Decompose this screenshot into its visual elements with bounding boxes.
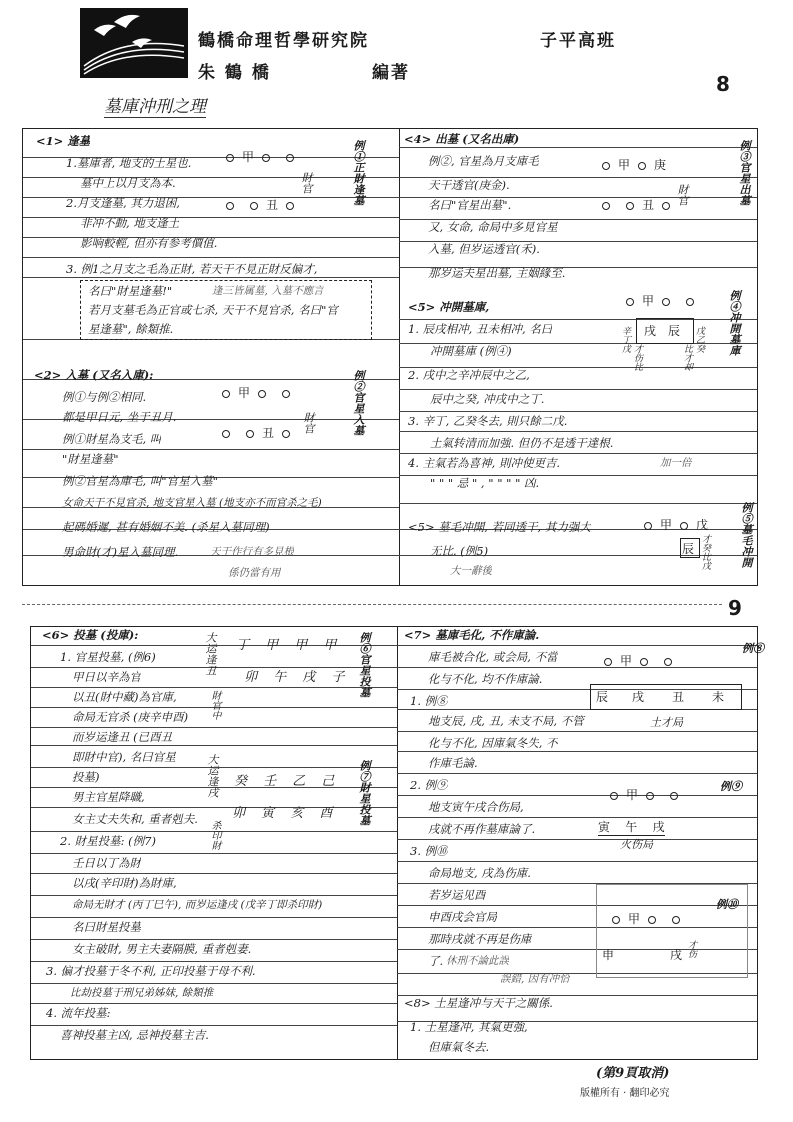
example4-branch2: 辰 xyxy=(668,324,681,338)
p8-s2-head: <2> 入墓 (又名入庫): xyxy=(34,368,154,382)
p9-s1-line: 命局无財才 (丙丁巳午), 而岁运逢戌 (戊辛丁即杀印財) xyxy=(72,899,323,911)
page-separator xyxy=(22,604,722,605)
p9-s1-line: 比劫投墓于刑兄弟姊妹, 餘類推 xyxy=(70,987,214,999)
p8-s5-line: 辰中之癸, 冲戌中之丁. xyxy=(430,392,545,406)
p8-s1-line: 1.墓庫者, 地支的土星也. xyxy=(66,156,192,170)
p8-s5-line: 2. 戌中之辛冲辰中之乙, xyxy=(408,368,530,382)
example10-branch2: 戌 xyxy=(670,948,683,962)
p8-s1-box-line: 星逢墓", 餘類推. xyxy=(88,322,174,336)
p8-s1-box-line: 若月支墓毛為正官或七杀, 天干不見官杀, 名曰"官 xyxy=(88,303,338,317)
example5-branch: 辰 xyxy=(682,542,695,556)
example8-branch: 未 xyxy=(712,690,725,704)
p9-s1-line: 2. 財星投墓: (例7) xyxy=(60,834,156,848)
p9-s7-line: 申酉戌会官局 xyxy=(428,910,497,924)
p8-s1-line: 3. 例1之月支之毛為正財, 若天干不見正財反偏才, xyxy=(66,262,318,276)
example7-dayun: 大运逢戌 xyxy=(206,754,219,798)
example4-label: 例④冲開墓庫 xyxy=(728,290,741,356)
p8-s4-line: 例②, 官星為月支庫毛 xyxy=(428,154,539,168)
p8-s2-line: 都是甲日元, 坐于丑月. xyxy=(62,410,177,424)
p9-s7-note2: 誤錯, 因有冲恰 xyxy=(500,973,570,985)
example8-caption: 土才局 xyxy=(650,716,683,729)
example1-side: 財官 xyxy=(300,172,313,194)
example9-branches: 寅 午 戌 xyxy=(598,820,665,834)
p9-s7-line: 那時戌就不再是伤庫 xyxy=(428,932,532,946)
p9-s7-line: 1. 例⑧ xyxy=(410,694,448,708)
p9-s8-line: 1. 土星逢冲, 其氣更強, xyxy=(410,1020,528,1034)
example7-label: 例⑦財星投墓 xyxy=(358,760,371,826)
example2-pillars: 甲 xyxy=(214,384,298,401)
p8-s2-line: 例②官星為庫毛, 叫"官星入墓" xyxy=(62,474,218,488)
author-name: 朱 鶴 橋 xyxy=(198,63,271,83)
p9-s7-line: 3. 例⑩ xyxy=(410,844,448,858)
example6-note: 財官中 xyxy=(209,690,220,720)
p8-s5-note: 加一倍 xyxy=(660,457,692,469)
example6-label: 例⑥官星投墓 xyxy=(358,632,371,698)
p9-s7-line: 作庫毛論. xyxy=(428,756,478,770)
p9-s1-line: 以戌(辛印財)為財庫, xyxy=(72,876,177,890)
p8-s5-line: 1. 辰戌相冲, 丑未相冲, 名曰 xyxy=(408,322,553,336)
example3-branches: 丑 xyxy=(594,196,678,213)
example6-stems: 丁 甲 甲 甲 xyxy=(236,638,343,653)
logo xyxy=(80,8,188,78)
p9-s1-line: 名曰財星投墓 xyxy=(72,920,141,934)
example8-branch: 丑 xyxy=(672,690,685,704)
p8-s5-line: 4. 主氣若為喜神, 則冲使更吉. xyxy=(408,456,561,470)
p8-s2-note: 天干作行有多見根 xyxy=(210,546,294,558)
example4-hidden2: 戊乙癸 xyxy=(694,326,704,353)
p8-s2-line: 起碼婚遲, 甚有婚姻不美. (杀星入墓同理) xyxy=(62,520,270,534)
p9-s1-line: 男主官星降職, xyxy=(72,790,145,804)
example5-pillars: 甲 戊 xyxy=(636,516,708,533)
example10-side: 才伤 xyxy=(686,940,696,958)
p9-s7-line: 地支辰, 戌, 丑, 未支不局, 不管 xyxy=(428,714,584,728)
p8-s2-line: "財星逢墓" xyxy=(62,452,119,466)
page9-cancel-note: (第9頁取消) xyxy=(596,1066,670,1081)
p8-s6-head: <5> 墓毛冲開, 若同透干, 其力强大 xyxy=(408,520,591,534)
p8-s2-line: 女命天干不見官杀, 地支官星入墓 (地支亦不而官杀之毛) xyxy=(62,497,322,509)
p9-s1-line: 喜神投墓主凶, 忌神投墓主吉. xyxy=(60,1028,209,1042)
p8-s5-line: 3. 辛丁, 乙癸冬去, 則只餘二戊. xyxy=(408,414,568,428)
example3-pillars: 甲 庚 xyxy=(594,156,666,173)
p9-s1-line: 女主破財, 男主夫妻隔膜, 重者剋妻. xyxy=(72,942,252,956)
example8-label: 例⑧ xyxy=(742,642,764,655)
p9-s7-line: 化与不化, 均不作庫論. xyxy=(428,672,543,686)
example2-branches: 丑 xyxy=(214,424,298,441)
example5-side: 才癸比戊 xyxy=(700,534,710,570)
example7-branches: 卯 寅 亥 酉 xyxy=(232,806,339,821)
p8-s1-head: <1> 逢墓 xyxy=(36,134,91,148)
p8-s5-head: <5> 冲開墓庫, xyxy=(408,300,490,314)
p8-s2-line: 例①財星為支毛, 叫 xyxy=(62,432,162,446)
p8-s2-line: 例①与例②相同. xyxy=(62,390,147,404)
p9-s7-line: 庫毛被合化, 或会局, 不當 xyxy=(428,650,558,664)
example9-pillars: 甲 xyxy=(602,786,686,803)
example2-side: 財官 xyxy=(302,412,315,434)
p8-s2-line: 男命財(才)星入墓同理. xyxy=(62,545,179,559)
example9-caption: 火伤局 xyxy=(620,838,653,851)
p8-s4-line: 名曰"官星出墓". xyxy=(428,198,512,212)
section-title: 墓庫沖刑之理 xyxy=(104,92,206,118)
p9-s1-line: 以丑(財中藏)為官庫, xyxy=(72,690,177,704)
p8-s4-head: <4> 出墓 (又名出庫) xyxy=(404,132,520,146)
p9-s1-line: 而岁运逢丑 (已酉丑 xyxy=(72,730,173,744)
example1-pillars: 甲 xyxy=(218,148,302,165)
p9-s7-line: 了. xyxy=(428,954,444,968)
p9-s1-line: 3. 偏才投墓于冬不利, 正印投墓于母不利. xyxy=(46,964,256,978)
example4-tengods1: 才伤比 xyxy=(632,344,642,371)
example3-label: 例③官星出墓 xyxy=(738,140,751,206)
p9-s7-line: 戌就不再作墓庫論了. xyxy=(428,822,536,836)
p8-s1-box-note: 逢三皆属墓, 入墓不應言 xyxy=(212,285,324,297)
example7-stems: 癸 壬 乙 己 xyxy=(234,774,341,789)
p8-s4-line: 那岁运夫星出墓, 主姻緣至. xyxy=(428,266,566,280)
p8-s4-line: 天干透官(庚金). xyxy=(428,178,510,192)
p9-s1-line: 甲日以辛為官 xyxy=(72,670,141,684)
p9-s8-head: <8> 土星逢冲与天干之關係. xyxy=(404,996,553,1010)
class-name: 子平高班 xyxy=(540,31,616,51)
p9-s7-line: 若岁运见酉 xyxy=(428,888,486,902)
example7-note: 杀印財 xyxy=(209,820,220,850)
p8-s5-line: " " " 忌 " , " " " " 凶. xyxy=(430,476,540,490)
example6-branches: 卯 午 戌 子 xyxy=(244,670,351,685)
p8-s1-box-line: 名曰"財星逢墓!" xyxy=(88,284,173,298)
example8-pillars: 甲 xyxy=(596,652,680,669)
example6-dayun: 大运逢丑 xyxy=(204,632,217,676)
p9-s1-line: 4. 流年投墓: xyxy=(46,1006,111,1020)
page-number-top: 8 xyxy=(716,72,730,96)
p8-s1-line: 影响較輕, 但亦有参考價值. xyxy=(80,236,218,250)
example4-hidden1: 辛丁戊 xyxy=(620,326,630,353)
p9-s1-line: 壬日以丁為財 xyxy=(72,856,141,870)
example10-pillars: 甲 xyxy=(604,910,688,927)
example1-label: 例①正財逢墓 xyxy=(352,140,365,206)
copyright-footer: 版權所有 · 翻印必究 xyxy=(580,1088,670,1099)
p8-s6-note: 大一辭後 xyxy=(450,565,492,577)
p9-s7-line: 2. 例⑨ xyxy=(410,778,448,792)
example4-pillars: 甲 xyxy=(618,292,702,309)
p9-s1-line: 命局无官杀 (庚辛申酉) xyxy=(72,710,189,724)
author-role: 編著 xyxy=(372,63,410,83)
example10-branch1: 申 xyxy=(602,948,615,962)
p8-s2-note2: 係仍當有用 xyxy=(228,567,281,579)
example4-tengods2: 比才却 xyxy=(682,344,692,371)
p9-s7-line: 化与不化, 因庫氣冬失, 不 xyxy=(428,736,558,750)
p9-s1-line: 1. 官星投墓, (例6) xyxy=(60,650,156,664)
example3-side: 財官 xyxy=(676,184,689,206)
p8-s5-line: 冲開墓庫 (例④) xyxy=(430,344,512,358)
crane-logo-icon xyxy=(80,8,188,78)
p9-s7-note: 休刑不論此誤 xyxy=(446,955,509,967)
p9-s1-line: 投墓) xyxy=(72,770,100,784)
page-number-bottom: 9 xyxy=(728,596,742,620)
p9-s8-line: 但庫氣冬去. xyxy=(428,1040,490,1054)
p9-s7-head: <7> 墓庫毛化, 不作庫論. xyxy=(404,628,540,642)
p8-s4-line: 又, 女命, 命局中多見官星 xyxy=(428,220,558,234)
p8-s4-line: 入墓, 但岁运透官(禾). xyxy=(428,242,540,256)
p9-s1-head: <6> 投墓 (投庫): xyxy=(42,628,139,642)
p9-s7-line: 地支寅午戌合伤局, xyxy=(428,800,524,814)
example10-label: 例⑩ xyxy=(716,898,738,911)
p8-s1-line: 2.月支逢墓, 其力退困, xyxy=(66,196,180,210)
institute-name: 鶴橋命理哲學研究院 xyxy=(198,31,369,51)
p8-s6-line: 无比. (例5) xyxy=(430,544,489,558)
p8-s1-line: 非冲不動, 地支逢土 xyxy=(80,216,180,230)
example5-label: 例⑤墓毛冲開 xyxy=(740,502,753,568)
p9-s7-line: 命局地支, 戌為伤庫. xyxy=(428,866,531,880)
example4-branch1: 戌 xyxy=(644,324,657,338)
example9-label: 例⑨ xyxy=(720,780,742,793)
example8-branch: 辰 xyxy=(596,690,609,704)
example2-label: 例②官星入墓 xyxy=(352,370,365,436)
p9-s1-line: 即財中官), 名曰官星 xyxy=(72,750,176,764)
example1-branches: 丑 xyxy=(218,196,302,213)
p8-s5-line: 土氣转清而加強. 但仍不是透干達根. xyxy=(430,436,614,450)
p9-s1-line: 女主丈夫失和, 重者剋夫. xyxy=(72,812,198,826)
p8-s1-line: 墓中上以月支為本. xyxy=(80,176,176,190)
example8-branch: 戌 xyxy=(632,690,645,704)
